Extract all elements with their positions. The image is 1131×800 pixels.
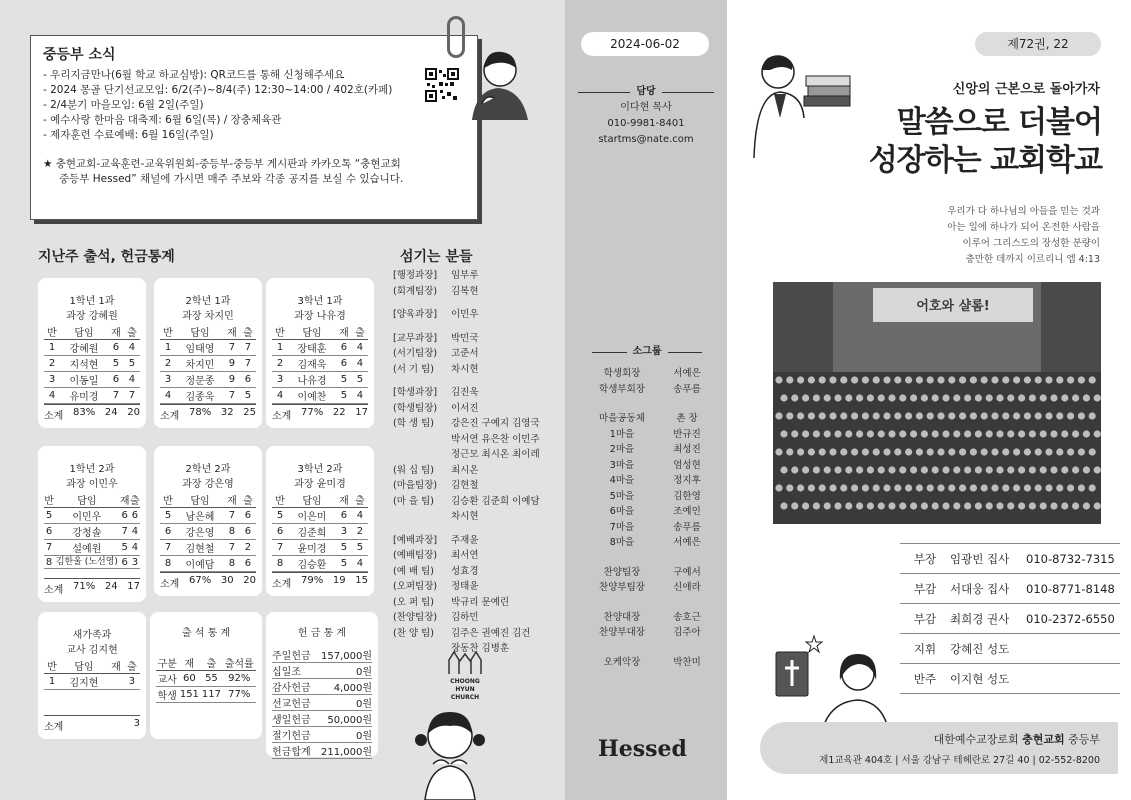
list-item: 장동찬 김병훈 (451, 643, 510, 654)
list-item: (학생팀장) 이서진 (393, 402, 479, 414)
table-row: 5 이은미 6 4 (272, 508, 368, 524)
list-item: (마을팀장) 김현철 (393, 480, 479, 491)
verse-line: 아는 일에 하나가 되어 온전한 사람을 (947, 222, 1100, 233)
news-item: - 예수사랑 한마음 대축제: 6월 6일(목) / 장충체육관 (43, 114, 282, 126)
volume-pill: 제72권, 22 (975, 32, 1101, 56)
manager-name: 이다현 목사 (620, 102, 672, 113)
class-title: 3학년 2과 (297, 464, 343, 475)
news-title: 중등부 소식 (43, 47, 116, 63)
staff-row: 부감 최희경 권사 010-2372-6550 (900, 604, 1120, 634)
list-item: 찬양부팀장 신애라 (599, 582, 701, 593)
list-item: 5마을 김한영 (609, 490, 701, 502)
serve-title: 섬기는 분들 (400, 249, 473, 265)
hessed-brand: Hessed (598, 736, 687, 762)
table-row: 5 남은혜 7 6 (160, 508, 256, 524)
class-card (266, 446, 374, 596)
list-item: (워 십 팀) 최시온 (393, 464, 479, 476)
table-row: 생일헌금 50,000원 (272, 711, 372, 727)
class-title: 2학년 1과 (185, 296, 231, 307)
table-row: 감사헌금 4,000원 (272, 679, 372, 695)
attendance-title: 지난주 출석, 헌금통계 (38, 249, 175, 265)
staff-list (900, 543, 1120, 694)
villages-header: 마을공동체 촌 장 (599, 413, 698, 424)
subtitle: 신앙의 근본으로 돌아가자 (952, 82, 1100, 97)
table-row: 1 강혜원 6 4 (44, 340, 140, 356)
girl-illustration-icon (405, 700, 495, 800)
class-card (266, 278, 374, 428)
list-item: 6마을 조예인 (609, 506, 701, 517)
class-card (38, 446, 146, 602)
staff-row: 반주 이지현 성도 (900, 664, 1120, 694)
class-leader: 과장 이민우 (66, 479, 118, 490)
list-item: (오 퍼 팀) 박규리 문예린 (393, 596, 510, 608)
list-item: (예 배 팀) 성효경 (393, 565, 479, 577)
table-row: 3 이동일 6 4 (44, 372, 140, 388)
photo-banner-text: 어호와 샬롬! (916, 299, 990, 314)
staff-row: 지휘 강혜진 성도 (900, 634, 1120, 664)
table-row: 7 윤미경 5 5 (272, 540, 368, 556)
list-item: (오퍼팀장) 정태윤 (393, 581, 479, 592)
list-item: (서 기 팀) 차시현 (393, 363, 479, 375)
class-table: 반 담임 재 출 1 임태영 7 7 2 차지민 9 7 3 정문종 9 6 4 김종욱 7 5 (160, 324, 256, 404)
list-item: [교무과장] 박민국 (393, 332, 479, 344)
table-row: 3 나유경 5 5 (272, 372, 368, 388)
verse-line: 이루어 그리스도의 장성한 분량이 (962, 238, 1100, 249)
list-item: [학생과장] 김진욱 (393, 387, 479, 398)
attendance-stats-title: 출 석 통 계 (181, 628, 231, 639)
table-row: 3 정문종 9 6 (160, 372, 256, 388)
list-item: (찬 양 팀) 김주은 권예진 김건 (393, 627, 531, 639)
small-group-label: 소그룹 (592, 344, 702, 360)
list-item: 2마을 최성진 (609, 444, 701, 455)
class-leader: 과장 강혜원 (66, 311, 118, 322)
church-logo: CHOONG HYUN CHURCH (440, 650, 490, 702)
list-item: 찬양팀장 구예서 (603, 566, 701, 578)
table-row: 2 차지민 9 7 (160, 356, 256, 372)
list-item: 학생부회장 송푸름 (599, 383, 701, 395)
class-subtotal: 소계 78% 32 25 (160, 404, 256, 422)
table-row: 5 이민우 6 6 (44, 508, 140, 524)
table-row: 6 강은영 8 6 (160, 524, 256, 540)
class-table: 반 담임 재 출 5 이민우 6 6 6 강청솔 7 4 7 설예원 5 4 8 김한울 (노선영) 6 3 (44, 492, 140, 569)
list-item: 찬양부대장 김주아 (599, 627, 701, 638)
class-subtotal: 소계 67% 30 20 (160, 572, 256, 590)
table-row: 8 김한울 (노선영) 6 3 (45, 556, 139, 568)
verse-line: 충만한 데까지 이르리니 엡 4:13 (965, 254, 1100, 265)
class-subtotal: 소계 71% 24 17 (44, 578, 140, 596)
table-row: 1 김지현 3 (44, 674, 140, 690)
table-row: 2 지석현 5 5 (44, 356, 140, 372)
class-table: 반 담임 재 출 1 강혜원 6 4 2 지석현 5 5 3 이동일 6 4 4 유미경 7 7 (44, 324, 140, 404)
list-item: 찬양대장 송호근 (603, 611, 701, 623)
manager-email[interactable]: startms@nate.com (598, 134, 694, 145)
class-subtotal: 소계 3 (44, 715, 140, 733)
class-leader: 과장 윤미경 (294, 479, 346, 490)
staff-row: 부장 임광빈 집사 010-8732-7315 (900, 544, 1120, 574)
class-leader: 과장 나유경 (294, 311, 346, 322)
class-title: 1학년 1과 (69, 296, 115, 307)
list-item: 오케악장 박찬미 (603, 656, 701, 668)
class-title: 2학년 2과 (185, 464, 231, 475)
class-title: 새가족과 (72, 630, 112, 641)
table-row: 주일헌금 157,000원 (272, 647, 372, 663)
class-card (154, 446, 262, 596)
table-row: 6 김준희 3 2 (272, 524, 368, 540)
manager-info: 담당 이다현 목사 010-9981-8401 startms@nate.com (578, 84, 714, 148)
attendance-stats-table: 구분 재 출 출석률 교사 60 55 92% 학생 151 117 77% (156, 655, 256, 703)
list-item: 7마을 송푸름 (609, 521, 701, 533)
list-item: (회계팀장) 김복현 (393, 285, 479, 297)
news-notice: ★ 충현교회-교육훈련-교육위원회-중등부-중등부 게시판과 카카오톡 “충현교회 중등부 Hessed” 채널에 가시면 매주 주보와 각종 공지를 보실 수 있습니다. (43, 158, 404, 185)
class-subtotal: 소계 79% 19 15 (272, 572, 368, 590)
table-row: 8 이예담 8 6 (160, 556, 256, 572)
table-row: 선교헌금 0원 (272, 695, 372, 711)
table-row: 6 강청솔 7 4 (44, 524, 140, 540)
table-row: 헌금합계 211,000원 (272, 743, 372, 759)
table-row: 7 설예원 5 4 (44, 540, 140, 556)
bible-verse (880, 204, 1100, 268)
footer-church: 대한예수교장로회 충현교회 중등부 (933, 733, 1100, 746)
offering-stats-card (266, 612, 378, 757)
table-row: 1 장태훈 6 4 (272, 340, 368, 356)
manager-phone: 010-9981-8401 (607, 118, 685, 129)
main-title: 말씀으로 더불어 성장하는 교회학교 (868, 105, 1102, 178)
table-row: 1 임태영 7 7 (160, 340, 256, 356)
list-item: (서기팀장) 고준서 (393, 348, 479, 359)
staff-row: 부감 서대웅 집사 010-8771-8148 (900, 574, 1120, 604)
class-table: 반 담임 재 출 1 김지현 3 (44, 658, 140, 690)
footer-address: 제1교육관 404호 | 서울 강남구 테헤란로 27길 40 | 02-552-8200 (819, 755, 1100, 766)
table-row: 4 유미경 7 7 (44, 388, 140, 404)
list-item: [양육과장] 이민우 (393, 309, 479, 320)
table-row: 4 김종욱 7 5 (160, 388, 256, 404)
verse-line: 우리가 다 하나님의 아들을 믿는 것과 (947, 206, 1100, 217)
footer-bar (760, 722, 1118, 774)
list-item: (예배팀장) 최서연 (393, 550, 479, 561)
class-subtotal: 소계 77% 22 17 (272, 404, 368, 422)
person-illustration-icon (462, 40, 534, 120)
class-leader: 과장 강은영 (182, 479, 234, 490)
class-table: 반 담임 재 출 5 이은미 6 4 6 김준희 3 2 7 윤미경 5 5 8 김승환 5 4 (272, 492, 368, 572)
offering-stats-table (272, 647, 372, 759)
table-row: 7 김현철 7 2 (160, 540, 256, 556)
list-item: 3마을 엄성현 (609, 459, 701, 471)
list-item: 차시현 (451, 511, 479, 522)
list-item: [예배과장] 주재윤 (393, 534, 479, 546)
serve-list (393, 268, 563, 665)
table-row: 절기헌금 0원 (272, 727, 372, 743)
news-box (30, 35, 478, 220)
class-card (38, 612, 146, 739)
table-row: 8 김승환 5 4 (272, 556, 368, 572)
list-item: (학 생 팀) 강은진 구예지 김영국 (393, 418, 540, 429)
news-item: - 우리지금만나(6월 학교 하교심방): QR코드를 통해 신청해주세요 (43, 69, 345, 81)
list-item: 8마을 서예은 (609, 537, 701, 548)
table-row: 십일조 0원 (272, 663, 372, 679)
list-item: 박서연 유은찬 이민주 (451, 433, 540, 445)
list-item: (찬양팀장) 김하민 (393, 612, 479, 623)
date-pill: 2024-06-02 (581, 32, 709, 56)
news-item: - 제자훈련 수료예배: 6월 16일(주일) (43, 129, 214, 141)
list-item: 1마을 반규진 (609, 428, 701, 440)
table-row: 4 이예찬 5 4 (272, 388, 368, 404)
list-item: 4마을 정지후 (609, 475, 701, 486)
group-photo (773, 282, 1101, 524)
list-item: 정근모 최시온 최이레 (451, 449, 540, 460)
news-item: - 2/4분기 마을모임: 6월 2일(주일) (43, 99, 204, 111)
class-title: 3학년 1과 (297, 296, 343, 307)
class-card (38, 278, 146, 428)
table-row: 2 김재욱 6 4 (272, 356, 368, 372)
news-item: - 2024 몽골 단기선교모임: 6/2(주)~8/4(주) 12:30~14:00 / 402호(카페) (43, 84, 393, 96)
class-title: 1학년 2과 (69, 464, 115, 475)
list-item: (마 을 팀) 김승환 김준희 이예담 (393, 495, 540, 507)
class-leader: 교사 김지현 (66, 645, 118, 656)
class-table: 반 담임 재 출 5 남은혜 7 6 6 강은영 8 6 7 김현철 7 2 8 이예담 8 6 (160, 492, 256, 572)
qr-code-icon[interactable] (425, 68, 459, 102)
class-subtotal: 소계 83% 24 20 (44, 404, 140, 422)
class-card (154, 278, 262, 428)
list-item: 학생회장 서예은 (603, 368, 701, 379)
list-item: [행정과장] 임부루 (393, 270, 479, 281)
class-table: 반 담임 재 출 1 장태훈 6 4 2 김재욱 6 4 3 나유경 5 5 4 이예찬 5 4 (272, 324, 368, 404)
attendance-stats-card (150, 612, 262, 739)
church-logo-icon (445, 650, 485, 674)
small-group-list (587, 366, 717, 670)
class-leader: 과장 차지민 (182, 311, 234, 322)
offering-stats-title: 헌 금 통 계 (297, 628, 347, 639)
